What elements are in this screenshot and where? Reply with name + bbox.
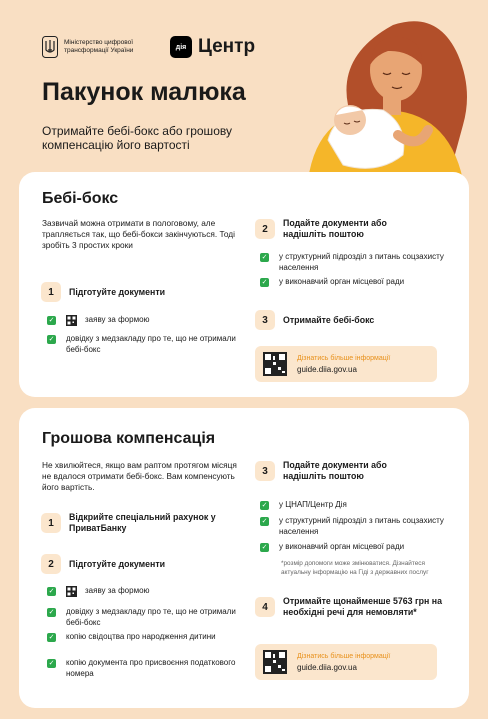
- trident-icon: [42, 36, 58, 58]
- list-item: ✓ копію свідоцтва про народження дитини: [48, 632, 216, 641]
- check-icon: ✓: [261, 253, 268, 261]
- step-number: 3: [255, 310, 275, 330]
- app-name: Центр: [198, 36, 256, 57]
- check-icon: ✓: [48, 608, 55, 616]
- step-number: 1: [41, 282, 61, 302]
- compensation-step-4: [255, 596, 443, 618]
- list-item: ✓ у структурний підрозділ з питань соцзахисту населення: [261, 516, 444, 536]
- compensation-step-2: [41, 554, 165, 574]
- guide-label: Дізнатись більше інформації: [297, 354, 391, 362]
- check-icon: ✓: [261, 517, 268, 525]
- check-icon: ✓: [48, 587, 55, 595]
- ministry-name: Міністерство цифрової трансформації України: [64, 39, 134, 54]
- babybox-intro: Зазвичай можна отримати в пологовому, але трапляється так, що бебі-бокси закінчуються. Тоді зробіть 3 простих кроки: [42, 218, 235, 250]
- step-title: Відкрийте спеціальний рахунок у ПриватБанку: [69, 512, 216, 533]
- guide-label: Дізнатись більше інформації: [297, 652, 391, 660]
- check-icon: ✓: [48, 659, 55, 667]
- check-icon: ✓: [48, 316, 55, 324]
- step-title: Підготуйте документи: [69, 286, 166, 297]
- step-title: Подайте документи або надішліть поштою: [283, 460, 387, 481]
- babybox-step-3: [255, 310, 374, 330]
- list-item: ✓ у виконавчий орган місцевої ради: [261, 277, 405, 286]
- step-number: 4: [255, 597, 275, 617]
- list-item: ✓ довідку з медзакладу про те, що не отримали бебі-бокс: [48, 607, 236, 627]
- list-item: ✓ у структурний підрозділ з питань соцзахисту населення: [261, 252, 444, 272]
- list-item: ✓ заяву за формою: [48, 586, 150, 595]
- qr-code-icon: [66, 586, 77, 597]
- step-title: Подайте документи або надішліть поштою: [283, 218, 387, 239]
- babybox-title: Бебі-бокс: [42, 190, 119, 207]
- guide-url[interactable]: guide.diia.gov.ua: [297, 662, 357, 672]
- compensation-step-3: [255, 460, 413, 482]
- check-icon: ✓: [261, 501, 268, 509]
- guide-url[interactable]: guide.diia.gov.ua: [297, 364, 357, 374]
- compensation-intro: Не хвилюйтеся, якщо вам раптом протягом місяця не вдалося отримати бебі-бокс. Вам компенсують його вартість.: [42, 460, 237, 492]
- babybox-step-2: [255, 218, 413, 240]
- mother-baby-illustration: [288, 15, 488, 180]
- step-title: Підготуйте документи: [69, 558, 166, 569]
- diia-logo: дія: [170, 36, 192, 58]
- qr-code-icon: [263, 650, 287, 674]
- list-item: ✓ заяву за формою: [48, 315, 150, 324]
- check-icon: ✓: [48, 633, 55, 641]
- compensation-card: [19, 408, 469, 708]
- check-icon: ✓: [261, 278, 268, 286]
- header: [42, 34, 255, 60]
- list-item: ✓ довідку з медзакладу про те, що не отримали бебі-бокс: [48, 334, 236, 354]
- check-icon: ✓: [261, 543, 268, 551]
- step-number: 2: [41, 554, 61, 574]
- step-number: 3: [255, 461, 275, 481]
- page-subtitle: Отримайте бебі-бокс або грошову компенсацію його вартості: [42, 124, 232, 152]
- page-title: Пакунок малюка: [42, 78, 246, 106]
- footnote: *розмір допомоги може змінюватися. Дізнайтеся актуальну інформацію на Гіді з державних послуг: [281, 560, 429, 576]
- check-icon: ✓: [48, 335, 55, 343]
- qr-code-icon: [263, 352, 287, 376]
- compensation-title: Грошова компенсація: [42, 430, 216, 447]
- list-item: ✓ у виконавчий орган місцевої ради: [261, 542, 405, 551]
- compensation-step-1: [41, 512, 219, 534]
- step-number: 2: [255, 219, 275, 239]
- guide-link-card[interactable]: [255, 346, 437, 382]
- step-title: Отримайте бебі-бокс: [283, 314, 375, 325]
- qr-code-icon: [66, 315, 77, 326]
- list-item: ✓ у ЦНАП/Центр Дія: [261, 500, 347, 509]
- list-item: ✓ копію документа про присвоєння податкового номера: [48, 658, 236, 678]
- guide-link-card[interactable]: [255, 644, 437, 680]
- babybox-card: [19, 172, 469, 397]
- step-title: Отримайте щонайменше 5763 грн на необхідні речі для немовляти*: [283, 596, 442, 617]
- step-number: 1: [41, 513, 61, 533]
- babybox-step-1: [41, 282, 165, 302]
